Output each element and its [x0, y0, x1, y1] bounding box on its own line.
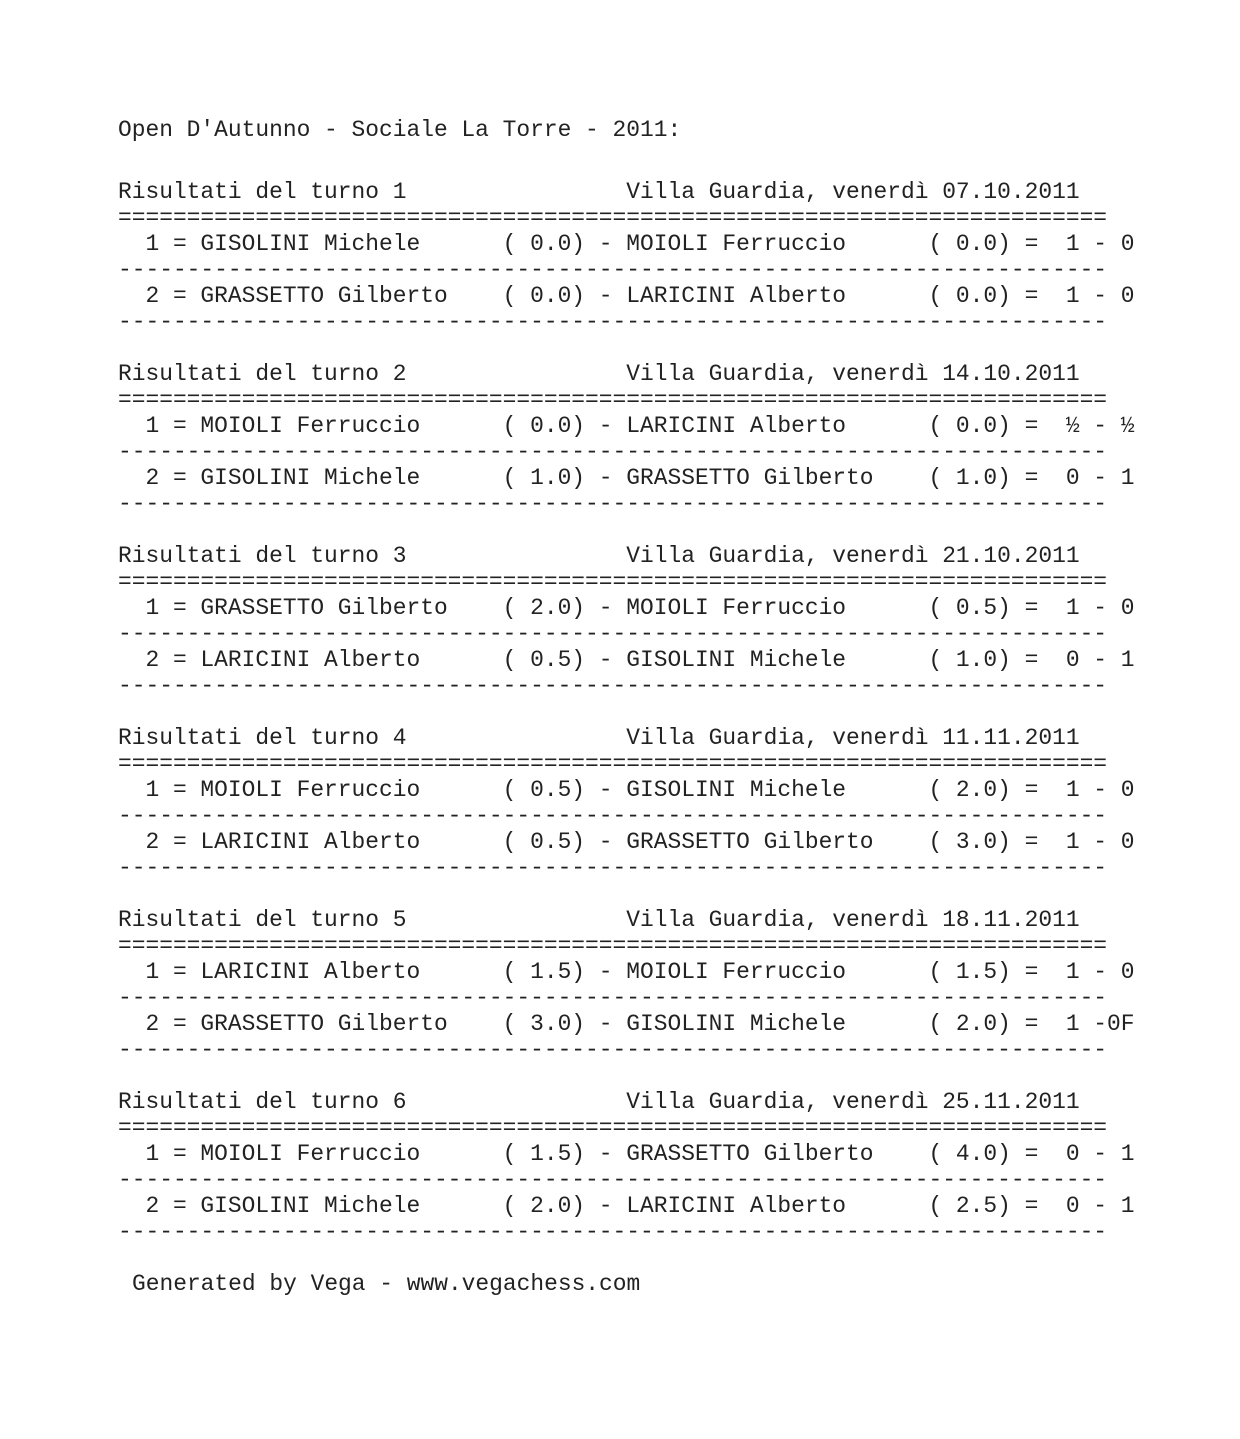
game-row: 2 = GISOLINI Michele ( 2.0) - LARICINI Alberto ( 2.5) = 0 - 1: [118, 1193, 1135, 1219]
footer-generated-by: Generated by Vega - www.vegachess.com: [132, 1271, 641, 1297]
round-block: [118, 907, 1135, 1063]
game-row: 1 = GISOLINI Michele ( 0.0) - MOIOLI Ferruccio ( 0.0) = 1 - 0: [118, 231, 1135, 257]
double-separator: ========================================================================: [118, 205, 1108, 231]
single-separator: ------------------------------------------------------------------------: [118, 803, 1108, 829]
round-block: [118, 179, 1135, 335]
single-separator: ------------------------------------------------------------------------: [118, 1037, 1108, 1063]
rounds-list: [118, 179, 1135, 1245]
results-document: [118, 114, 1135, 1297]
single-separator: ------------------------------------------------------------------------: [118, 1167, 1108, 1193]
round-header: Risultati del turno 5 Villa Guardia, venerdì 18.11.2011: [118, 907, 1080, 933]
single-separator: ------------------------------------------------------------------------: [118, 1219, 1108, 1245]
single-separator: ------------------------------------------------------------------------: [118, 491, 1108, 517]
round-header: Risultati del turno 2 Villa Guardia, venerdì 14.10.2011: [118, 361, 1080, 387]
single-separator: ------------------------------------------------------------------------: [118, 439, 1108, 465]
game-row: 2 = LARICINI Alberto ( 0.5) - GRASSETTO Gilberto ( 3.0) = 1 - 0: [118, 829, 1135, 855]
single-separator: ------------------------------------------------------------------------: [118, 985, 1108, 1011]
single-separator: ------------------------------------------------------------------------: [118, 621, 1108, 647]
round-header: Risultati del turno 3 Villa Guardia, venerdì 21.10.2011: [118, 543, 1080, 569]
document-title: Open D'Autunno - Sociale La Torre - 2011:: [118, 117, 682, 143]
game-row: 2 = GRASSETTO Gilberto ( 0.0) - LARICINI Alberto ( 0.0) = 1 - 0: [118, 283, 1135, 309]
double-separator: ========================================================================: [118, 751, 1108, 777]
game-row: 1 = LARICINI Alberto ( 1.5) - MOIOLI Ferruccio ( 1.5) = 1 - 0: [118, 959, 1135, 985]
round-block: [118, 725, 1135, 881]
round-header: Risultati del turno 4 Villa Guardia, venerdì 11.11.2011: [118, 725, 1080, 751]
round-header: Risultati del turno 1 Villa Guardia, venerdì 07.10.2011: [118, 179, 1080, 205]
game-row: 2 = GISOLINI Michele ( 1.0) - GRASSETTO Gilberto ( 1.0) = 0 - 1: [118, 465, 1135, 491]
game-row: 1 = GRASSETTO Gilberto ( 2.0) - MOIOLI Ferruccio ( 0.5) = 1 - 0: [118, 595, 1135, 621]
round-block: [118, 361, 1135, 517]
game-row: 2 = GRASSETTO Gilberto ( 3.0) - GISOLINI Michele ( 2.0) = 1 -0F: [118, 1011, 1135, 1037]
game-row: 2 = LARICINI Alberto ( 0.5) - GISOLINI Michele ( 1.0) = 0 - 1: [118, 647, 1135, 673]
single-separator: ------------------------------------------------------------------------: [118, 673, 1108, 699]
double-separator: ========================================================================: [118, 1115, 1108, 1141]
double-separator: ========================================================================: [118, 569, 1108, 595]
round-block: [118, 543, 1135, 699]
single-separator: ------------------------------------------------------------------------: [118, 855, 1108, 881]
single-separator: ------------------------------------------------------------------------: [118, 309, 1108, 335]
single-separator: ------------------------------------------------------------------------: [118, 257, 1108, 283]
double-separator: ========================================================================: [118, 933, 1108, 959]
round-block: [118, 1089, 1135, 1245]
round-header: Risultati del turno 6 Villa Guardia, venerdì 25.11.2011: [118, 1089, 1080, 1115]
game-row: 1 = MOIOLI Ferruccio ( 1.5) - GRASSETTO Gilberto ( 4.0) = 0 - 1: [118, 1141, 1135, 1167]
game-row: 1 = MOIOLI Ferruccio ( 0.5) - GISOLINI Michele ( 2.0) = 1 - 0: [118, 777, 1135, 803]
double-separator: ========================================================================: [118, 387, 1108, 413]
game-row: 1 = MOIOLI Ferruccio ( 0.0) - LARICINI Alberto ( 0.0) = ½ - ½: [118, 413, 1135, 439]
